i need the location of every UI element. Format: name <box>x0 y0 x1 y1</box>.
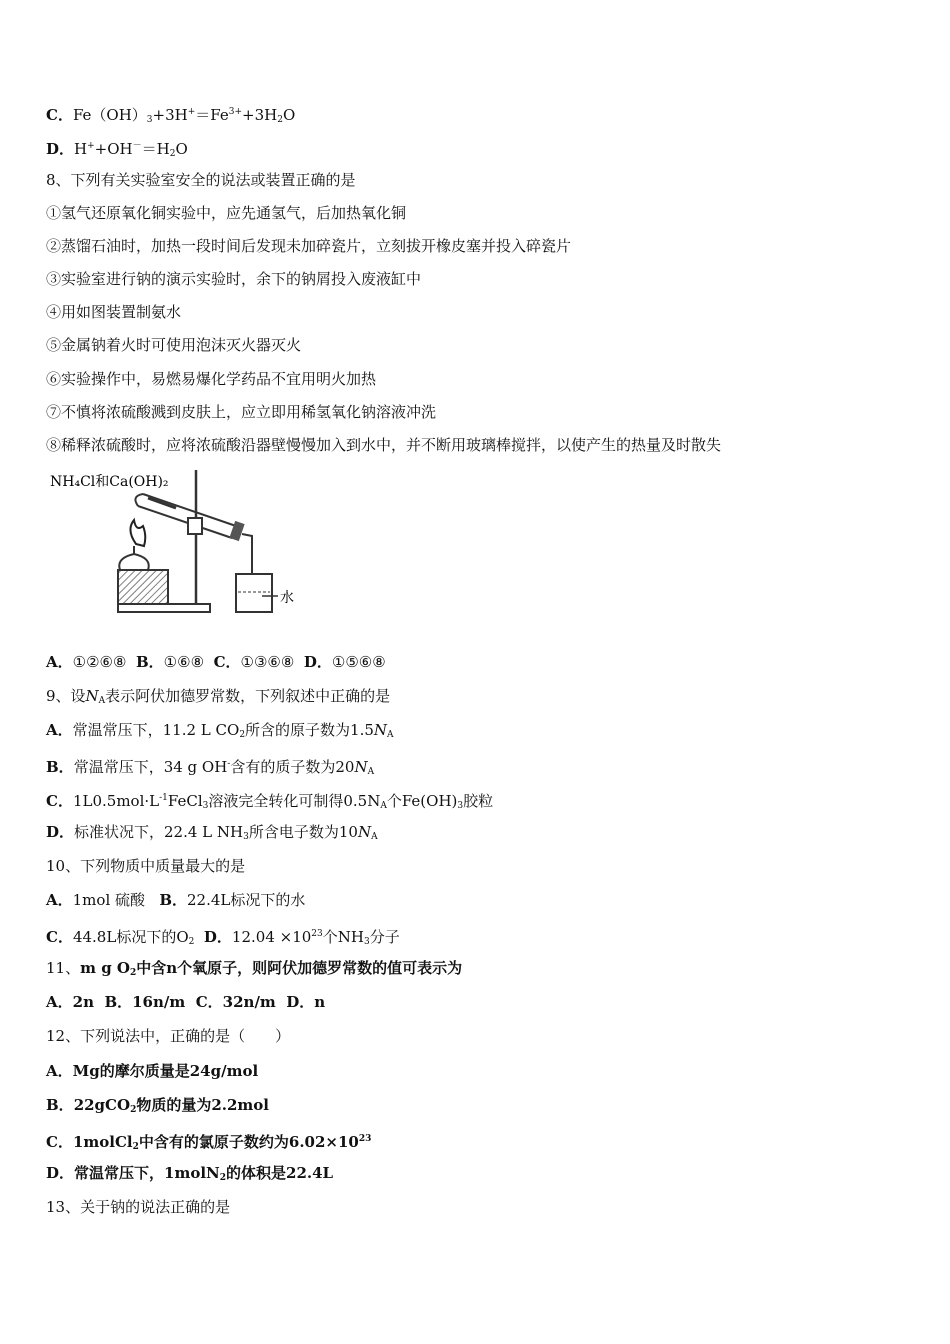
water-label: 水 <box>280 590 294 606</box>
q12-option-b: B．22gCO$_2$物质的量为2.2mol <box>46 1096 269 1115</box>
beaker <box>236 574 272 612</box>
q8-item-7: ⑦不慎将浓硫酸溅到皮肤上，应立即用稀氢氧化钠溶液冲洗 <box>46 403 437 421</box>
q10-options-row2: C．44.8L标况下的$O_2$ D．$12.04 \times 10^{23}$个$NH_3$分子 <box>46 928 400 947</box>
q10-options-row1: A．1mol 硫酸 B．22.4L标况下的水 <box>46 891 306 909</box>
q7-option-d: D．$H^++OH^-=H_2O$ <box>46 140 188 159</box>
q9-option-c: C．$1L0.5mol\cdot L^{-1}FeCl_3$溶液完全转化可制得$0.5N_A$个$Fe(OH)_3$胶粒 <box>46 792 494 811</box>
q8-item-1: ①氢气还原氧化铜实验中，应先通氢气，后加热氧化铜 <box>46 204 407 222</box>
q8-item-4: ④用如图装置制氨水 <box>46 303 182 321</box>
q7-option-c: C．$Fe(OH)_3+3H^+=Fe^{3+}+3H_2O$ <box>46 106 296 125</box>
q8-item-3: ③实验室进行钠的演示实验时，余下的钠屑投入废液缸中 <box>46 270 422 288</box>
q10-stem: 10、下列物质中质量最大的是 <box>46 857 246 875</box>
q9-option-a: A．常温常压下，11.2 L $CO_2$所含的原子数为$1.5N_A$ <box>46 721 394 740</box>
q8-options: A．①②⑥⑧ B．①⑥⑧ C．①③⑥⑧ D．①⑤⑥⑧ <box>46 653 386 671</box>
q12-option-a: A．Mg的摩尔质量是24g/mol <box>46 1062 259 1080</box>
q12-option-c: C．1molCl$_2$中含有的氯原子数约为$6.02\times 10^{23}$ <box>46 1133 372 1152</box>
wooden-block <box>118 570 168 604</box>
flame <box>130 520 145 546</box>
stand-base <box>118 604 210 612</box>
q8-item-5: ⑤金属钠着火时可使用泡沫灭火器灭火 <box>46 336 302 354</box>
q9-option-d: D．标准状况下，22.4 L $NH_3$所含电子数为$10N_A$ <box>46 823 378 842</box>
q8-item-8: ⑧稀释浓硫酸时，应将浓硫酸沿器壁慢慢加入到水中，并不断用玻璃棒搅拌，以使产生的热量及时散失 <box>46 436 722 454</box>
q8-item-6: ⑥实验操作中，易燃易爆化学药品不宜用明火加热 <box>46 370 377 388</box>
q9-stem: 9、设$N_A$表示阿伏加德罗常数，下列叙述中正确的是 <box>46 687 391 706</box>
q8-item-2: ②蒸馏石油时，加热一段时间后发现未加碎瓷片，立刻拔开橡皮塞并投入碎瓷片 <box>46 237 572 255</box>
q12-option-d: D．常温常压下，1molN$_2$的体积是22.4L <box>46 1164 334 1183</box>
q9-option-b: B．常温常压下，34 g OH-含有的质子数为$20N_A$ <box>46 758 375 777</box>
q11-stem: 11、m g $O_2$中含n个氧原子，则阿伏加德罗常数的值可表示为 <box>46 959 463 978</box>
q11-options: A．2n B．16n/m C．32n/m D．n <box>46 993 326 1011</box>
q8-stem: 8、下列有关实验室安全的说法或装置正确的是 <box>46 171 356 189</box>
clamp <box>188 518 202 534</box>
ammonia-apparatus-figure <box>48 466 300 616</box>
q12-stem: 12、下列说法中，正确的是（ ） <box>46 1027 291 1045</box>
test-tube <box>135 494 236 538</box>
reagent-label: NH₄Cl和Ca(OH)₂ <box>50 474 169 490</box>
q13-stem: 13、关于钠的说法正确的是 <box>46 1198 231 1216</box>
alcohol-lamp <box>119 546 148 570</box>
